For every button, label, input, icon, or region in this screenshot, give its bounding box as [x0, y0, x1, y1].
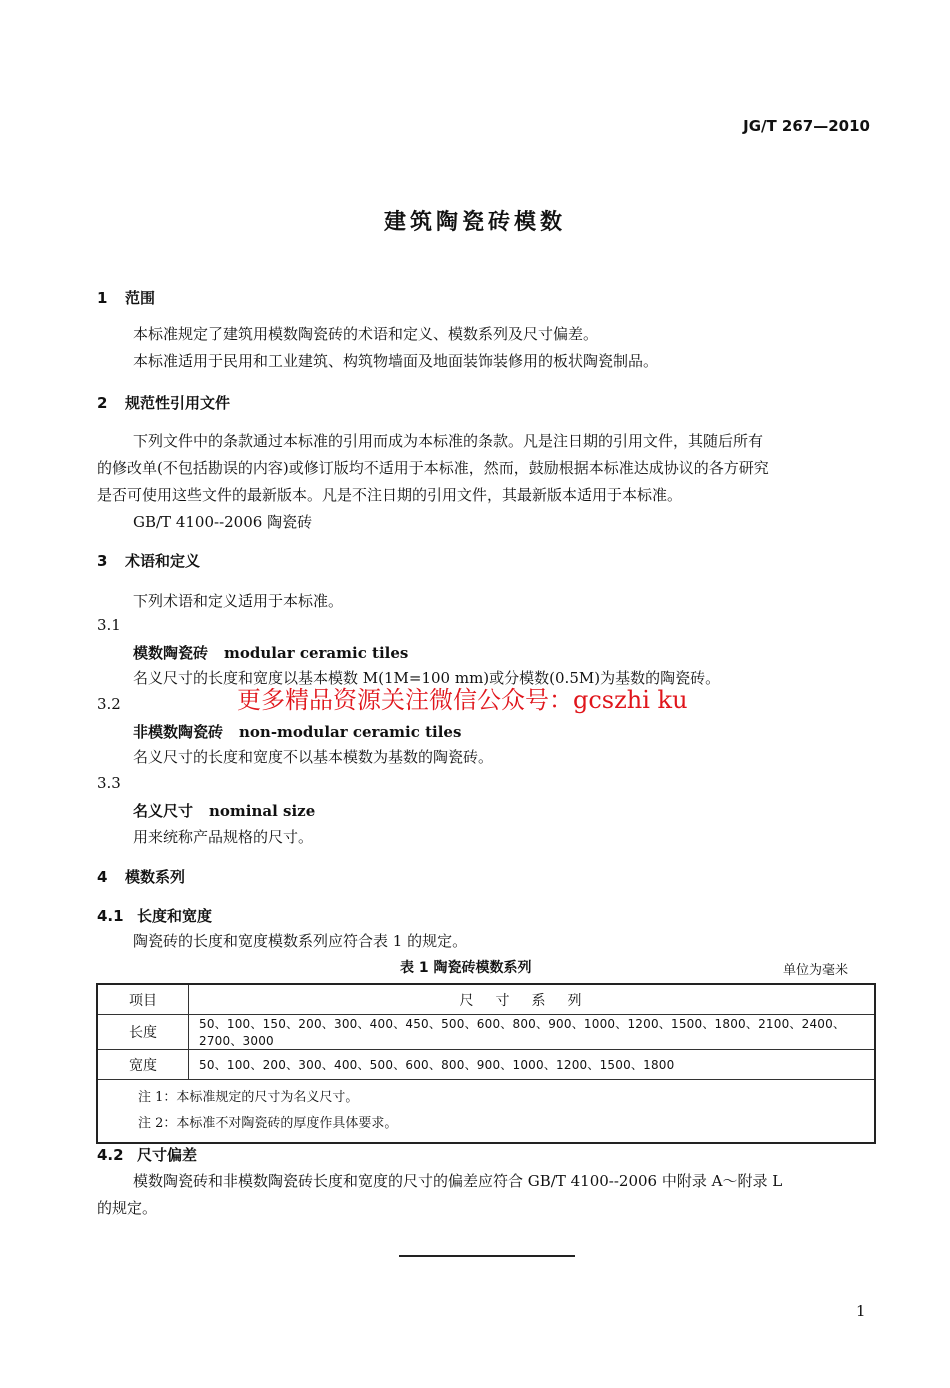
subsection-4-2-line-2: 的规定。 [97, 1199, 158, 1217]
row-label-length: 长度 [97, 1015, 189, 1050]
term-english: nominal size [209, 802, 316, 820]
term-english: non-modular ceramic tiles [239, 723, 462, 741]
header-item: 项目 [97, 984, 189, 1015]
table-notes-row [97, 1080, 875, 1144]
section-3-heading [97, 550, 200, 571]
term-3-2 [133, 721, 461, 742]
section-2-line-1: 下列文件中的条款通过本标准的引用而成为本标准的条款。凡是注日期的引用文件，其随后所有 [133, 432, 764, 450]
subsection-4-1-heading [97, 905, 212, 926]
section-1-heading [97, 287, 155, 308]
subsection-number: 4.2 [97, 1146, 124, 1164]
page-number: 1 [856, 1302, 866, 1320]
row-values-width: 50、100、200、300、400、500、600、800、900、1000、1200、1500、1800 [189, 1050, 876, 1080]
header-size-series: 尺寸系列 [189, 984, 876, 1015]
table-note-1: 注 1：本标准规定的尺寸为名义尺寸。 [138, 1090, 359, 1105]
normative-reference: GB/T 4100--2006 陶瓷砖 [133, 513, 313, 531]
section-number: 3 [97, 552, 108, 570]
section-number: 1 [97, 289, 108, 307]
section-title: 术语和定义 [125, 552, 201, 570]
row-label-width: 宽度 [97, 1050, 189, 1080]
section-4-heading [97, 866, 185, 887]
subsection-3-2-number: 3.2 [97, 695, 121, 713]
subsection-3-1-number: 3.1 [97, 616, 121, 634]
table-header-row [97, 984, 875, 1015]
term-chinese: 名义尺寸 [133, 802, 194, 820]
section-1-paragraph-2: 本标准适用于民用和工业建筑、构筑物墙面及地面装饰装修用的板状陶瓷制品。 [133, 352, 659, 370]
term-english: modular ceramic tiles [224, 644, 409, 662]
subsection-title: 尺寸偏差 [137, 1146, 198, 1164]
definition-3-2: 名义尺寸的长度和宽度不以基本模数为基数的陶瓷砖。 [133, 748, 494, 766]
table-unit: 单位为毫米 [783, 963, 849, 978]
term-chinese: 模数陶瓷砖 [133, 644, 209, 662]
standard-number: JG/T 267—2010 [743, 117, 870, 135]
term-chinese: 非模数陶瓷砖 [133, 723, 224, 741]
section-number: 2 [97, 394, 108, 412]
subsection-3-3-number: 3.3 [97, 774, 121, 792]
section-1-paragraph-1: 本标准规定了建筑用模数陶瓷砖的术语和定义、模数系列及尺寸偏差。 [133, 325, 599, 343]
section-title: 范围 [125, 289, 156, 307]
section-title: 规范性引用文件 [125, 394, 231, 412]
term-3-1 [133, 642, 408, 663]
subsection-4-2-heading [97, 1144, 197, 1165]
section-title: 模数系列 [125, 868, 186, 886]
row-values-length: 50、100、150、200、300、400、450、500、600、800、900、1000、1200、1500、1800、2100、2400、2700、3000 [189, 1015, 876, 1050]
section-2-line-2: 的修改单(不包括勘误的内容)或修订版均不适用于本标准，然而，鼓励根据本标准达成协议的各方研究 [97, 459, 769, 477]
definition-3-1: 名义尺寸的长度和宽度以基本模数 M(1M=100 mm)或分模数(0.5M)为基数的陶瓷砖。 [133, 669, 721, 687]
subsection-title: 长度和宽度 [137, 907, 213, 925]
subsection-number: 4.1 [97, 907, 124, 925]
module-series-table [96, 983, 876, 1144]
table-row [97, 1050, 875, 1080]
section-2-line-3: 是否可使用这些文件的最新版本。凡是不注日期的引用文件，其最新版本适用于本标准。 [97, 486, 683, 504]
end-rule [399, 1255, 575, 1257]
definition-3-3: 用来统称产品规格的尺寸。 [133, 828, 314, 846]
subsection-4-1-text: 陶瓷砖的长度和宽度模数系列应符合表 1 的规定。 [133, 932, 468, 950]
section-number: 4 [97, 868, 108, 886]
watermark-text: 更多精品资源关注微信公众号：gcszhi ku [237, 686, 688, 714]
table-note-2: 注 2：本标准不对陶瓷砖的厚度作具体要求。 [138, 1116, 398, 1131]
term-3-3 [133, 800, 315, 821]
table-notes [97, 1080, 875, 1144]
document-title: 建筑陶瓷砖模数 [383, 210, 566, 235]
subsection-4-2-line-1: 模数陶瓷砖和非模数陶瓷砖长度和宽度的尺寸的偏差应符合 GB/T 4100--2006 中附录 A～附录 L [133, 1172, 783, 1190]
section-2-heading [97, 392, 230, 413]
section-3-intro: 下列术语和定义适用于本标准。 [133, 592, 344, 610]
table-caption: 表 1 陶瓷砖模数系列 [400, 960, 532, 976]
table-row [97, 1015, 875, 1050]
